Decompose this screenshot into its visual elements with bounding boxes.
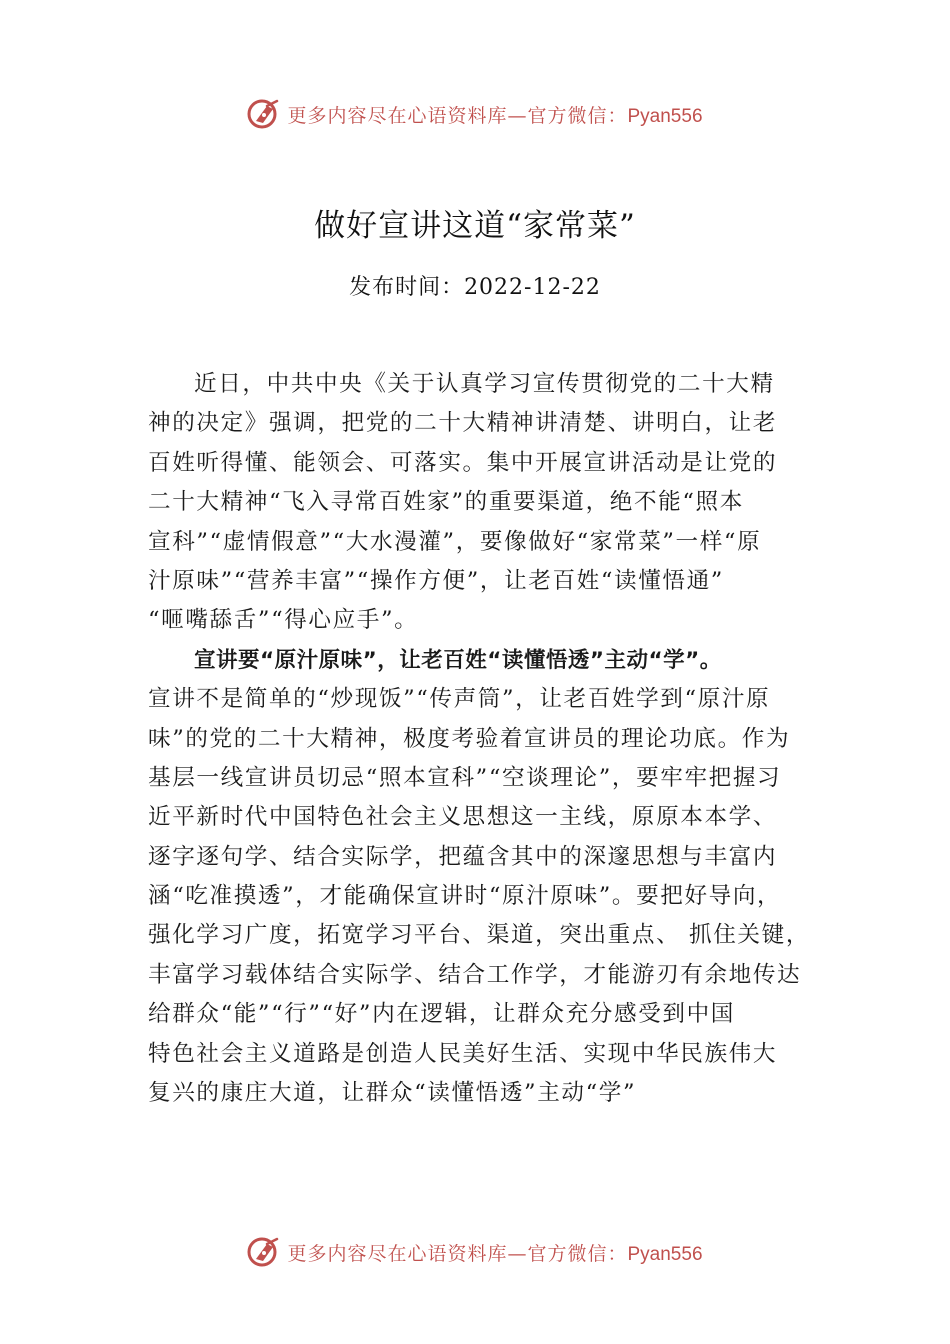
article-title: 做好宣讲这道“家常菜” bbox=[314, 208, 636, 244]
paragraph-1-line: 百姓听得懂、能领会、可落实。集中开展宣讲活动是让党的 bbox=[148, 449, 778, 476]
paragraph-2-line: 给群众“能”“行”“好”内在逻辑，让群众充分感受到中国 bbox=[148, 1001, 735, 1028]
paragraph-1-line: 神的决定》强调，把党的二十大精神讲清楚、讲明白，让老 bbox=[148, 410, 778, 437]
footer-banner bbox=[0, 1232, 950, 1272]
section-subheading: 宣讲要“原汁原味”，让老百姓“读懂悟透”主动“学”。 bbox=[194, 647, 722, 673]
banner-promo-text: 更多内容尽在心语资料库—官方微信： bbox=[287, 104, 628, 127]
paragraph-2-line: 丰富学习载体结合实际学、结合工作学，才能游刃有余地传达 bbox=[148, 961, 802, 988]
paragraph-2-line: 特色社会主义道路是创造人民美好生活、实现中华民族伟大 bbox=[148, 1040, 778, 1067]
paragraph-1-line: 二十大精神“飞入寻常百姓家”的重要渠道，绝不能“照本 bbox=[148, 489, 744, 516]
paragraph-1-line: “咂嘴舔舌”“得心应手”。 bbox=[148, 607, 419, 634]
banner-wechat-handle: Pyan556 bbox=[627, 105, 703, 127]
banner-text bbox=[287, 1239, 702, 1266]
banner-promo-text: 更多内容尽在心语资料库—官方微信： bbox=[287, 1242, 628, 1265]
article-body bbox=[148, 365, 818, 1113]
paragraph-2-line: 逐字逐句学、结合实际学，把蕴含其中的深邃思想与丰富内 bbox=[148, 843, 778, 870]
paragraph-1-line: 宣科”“虚情假意”“大水漫灌”，要像做好“家常菜”一样“原 bbox=[148, 528, 762, 555]
banner-text bbox=[287, 101, 702, 128]
paragraph-2-line: 强化学习广度，拓宽学习平台、渠道，突出重点、 抓住关键， bbox=[148, 922, 811, 949]
paragraph-1-line: 近日，中共中央《关于认真学习宣传贯彻党的二十大精 bbox=[194, 371, 775, 397]
pen-nib-logo-icon bbox=[247, 1235, 281, 1269]
publish-date: 发布时间：2022-12-22 bbox=[349, 275, 601, 300]
pen-nib-logo-icon bbox=[247, 97, 281, 131]
paragraph-2-line: 涵“吃准摸透”，才能确保宣讲时“原汁原味”。要把好导向， bbox=[148, 883, 782, 910]
header-banner bbox=[0, 94, 950, 134]
paragraph-1-line: 汁原味”“营养丰富”“操作方便”，让老百姓“读懂悟通” bbox=[148, 567, 724, 594]
banner-wechat-handle: Pyan556 bbox=[627, 1243, 703, 1265]
paragraph-2-line: 宣讲不是简单的“炒现饭”“传声筒”，让老百姓学到“原汁原 bbox=[148, 686, 771, 713]
paragraph-2-line: 基层一线宣讲员切忌“照本宣科”“空谈理论”，要牢牢把握习 bbox=[148, 764, 782, 791]
paragraph-2-line: 复兴的康庄大道，让群众“读懂悟透”主动“学” bbox=[148, 1080, 637, 1107]
paragraph-2-line: 近平新时代中国特色社会主义思想这一主线，原原本本学、 bbox=[148, 804, 778, 831]
paragraph-2-line: 味”的党的二十大精神，极度考验着宣讲员的理论功底。作为 bbox=[148, 725, 791, 752]
